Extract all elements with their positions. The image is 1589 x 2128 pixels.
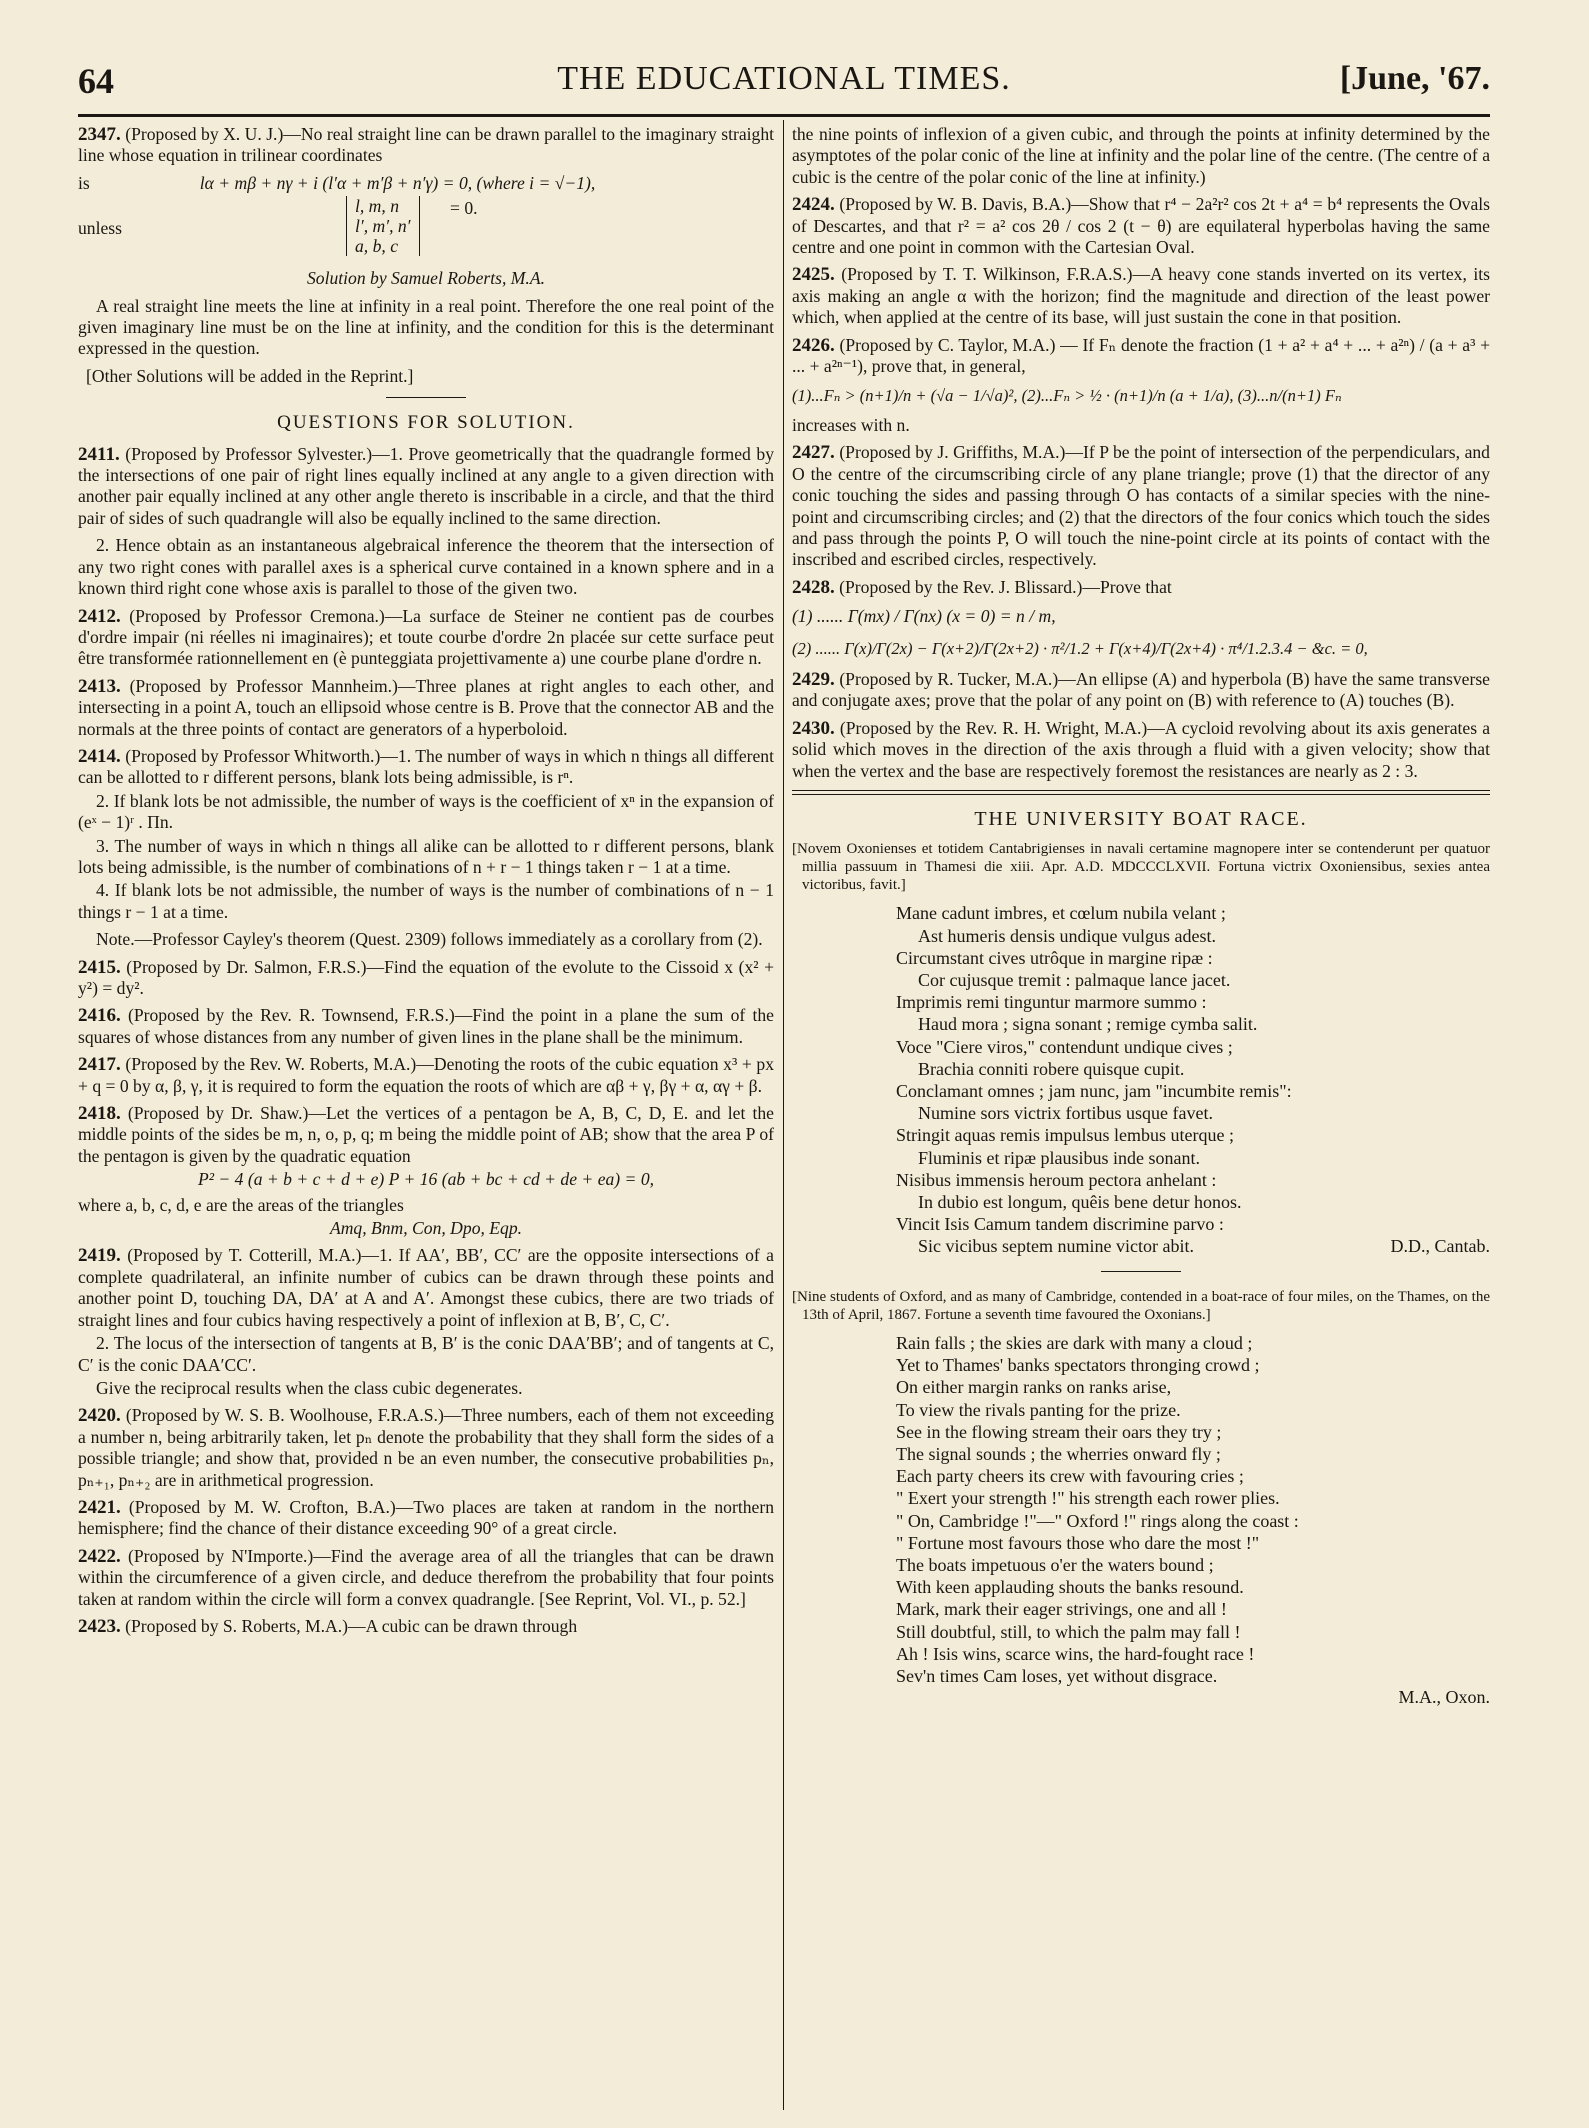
poem-line: Ast humeris densis undique vulgus adest. — [918, 925, 1216, 946]
boat-race-title: THE UNIVERSITY BOAT RACE. — [974, 807, 1308, 830]
page — [78, 58, 1490, 2098]
poem-line: Nisibus immensis heroum pectora anhelant : — [896, 1169, 1217, 1190]
left-column — [78, 124, 774, 1643]
question-2427: 2427. (Proposed by J. Griffiths, M.A.)—If P be the point of intersection of the perpendiculars, and O the centre of the circumscribing circle of any plane triangle; prove (1) that the director of any conic touching the sides and passing through O has contacts of a similar species with the nine-point and circumscribing circles; and (2) that the directors of the four conics which touch the sides and pass through the points P, O will touch the nine-point circle at its points of contact with the inscribed and escribed circles, respectively. — [792, 442, 1490, 570]
question-2424: 2424. (Proposed by W. B. Davis, B.A.)—Show that r⁴ − 2a²r² cos 2t + a⁴ = b⁴ represents the Ovals of Descartes, and that r² = a² cos 2θ / cos 2 (t − θ) are equilateral hyperbolas having the same centre and one point in common with the Cartesian Oval. — [792, 194, 1490, 258]
header-rule — [78, 114, 1490, 117]
question-2347: 2347. (Proposed by X. U. J.)—No real straight line can be drawn parallel to the imaginary straight line whose equation in trilinear coordinates — [78, 124, 775, 166]
question-2413: 2413. (Proposed by Professor Mannheim.)—Three planes at right angles to each other, and intersecting in a point A, touch an ellipsoid whose centre is B. Prove that the connector AB and the normals at the three points of contact are generators of a hyperboloid. — [78, 675, 774, 739]
section-title: QUESTIONS FOR SOLUTION. — [277, 412, 575, 434]
poem-line: Haud mora ; signa sonant ; remige cymba salit. — [918, 1014, 1258, 1035]
right-column — [792, 124, 1490, 1709]
poem-line: Brachia conniti robere quisque cupit. — [918, 1058, 1185, 1079]
triangles-where: where a, b, c, d, e are the areas of the triangles — [78, 1194, 404, 1215]
latin-signature: D.D., Cantab. — [1390, 1235, 1490, 1256]
question-2429: 2429. (Proposed by R. Tucker, M.A.)—An ellipse (A) and hyperbola (B) have the same transverse and conjugate axes; prove that the polar of any point on (B) with reference to (A) touches (B). — [792, 668, 1490, 711]
poem-line: In dubio est longum, quêis bene detur honos. — [918, 1192, 1242, 1213]
poem-line: Fluminis et ripæ plausibus inde sonant. — [918, 1147, 1200, 1168]
unless-label: unless — [78, 218, 122, 239]
poem-line: To view the rivals panting for the prize. — [896, 1399, 1181, 1420]
poem-line: Yet to Thames' banks spectators thronging crowd ; — [896, 1355, 1260, 1376]
poem-line: Imprimis remi tinguntur marmore summo : — [896, 992, 1207, 1013]
section-double-rule — [792, 790, 1490, 795]
question-2423: 2423. (Proposed by S. Roberts, M.A.)—A cubic can be drawn through — [78, 1615, 578, 1637]
question-2412: 2412. (Proposed by Professor Cremona.)—La surface de Steiner ne contient pas de courbes d'ordre impair (ni réelles ni imaginaires); et toute courbe d'ordre 2n placée sur cette surface peut être transformée rationnellement en (è punteggiata projettivamente a) une courbe plane d'ordre n. — [78, 605, 774, 669]
question-2347-equation-line: is lα + mβ + nγ + i (l′α + m′β + n′γ) = 0, (where i = √−1), — [78, 172, 596, 193]
poem-line: Mark, mark their eager strivings, one and all ! — [896, 1599, 1227, 1620]
poem-line: " Fortune most favours those who dare the most !" — [896, 1532, 1260, 1553]
question-2419-part-2: 2. The locus of the intersection of tangents at B, B′ is the conic DAA′BB′; and of tangents at C, C′ is the conic DAA′CC′. — [78, 1333, 774, 1375]
poem-line: With keen applauding shouts the banks resound. — [896, 1577, 1244, 1598]
issue-date: [June, '67. — [1339, 60, 1490, 97]
poem-divider — [1101, 1271, 1181, 1272]
poem-line: Circumstant cives utrôque in margine ripæ : — [896, 947, 1213, 968]
column-divider — [783, 120, 784, 2110]
question-2411: 2411. (Proposed by Professor Sylvester.)—1. Prove geometrically that the quadrangle formed by the intersections of one pair of right lines equally inclined at any angle to a given direction with another pair equally inclined at any other angle thereto is inscribable in a circle, and that the third pair of sides of such quadrangle will also be equally inclined to the same direction. — [78, 443, 774, 528]
english-signature: M.A., Oxon. — [1398, 1687, 1490, 1708]
question-2419-part-3: Give the reciprocal results when the class cubic degenerates. — [96, 1377, 523, 1398]
poem-line: Mane cadunt imbres, et cœlum nubila velant ; — [896, 903, 1226, 924]
question-2414-part-3: 3. The number of ways in which n things all alike can be allotted to r different persons, blank lots being admissible, is the number of combinations of n + r − 1 things taken r − 1 at a time. — [78, 835, 774, 877]
gamma-equation-1: (1) ...... Γ(mx) / Γ(nx) (x = 0) = n / m, — [792, 606, 1056, 627]
poem-line: Still doubtful, still, to which the palm may fall ! — [896, 1621, 1241, 1642]
determinant-rhs: = 0. — [450, 198, 478, 219]
question-2426-end: increases with n. — [792, 414, 910, 435]
question-2418: 2418. (Proposed by Dr. Shaw.)—Let the vertices of a pentagon be A, B, C, D, E. and let the middle points of the sides be m, n, o, p, q; m being the middle point of AB; show that the area P of the pentagon is given by the quadratic equation — [78, 1103, 774, 1166]
question-2416: 2416. (Proposed by the Rev. R. Townsend, F.R.S.)—Find the point in a plane the sum of the squares of whose distances from any number of given lines in the plane shall be the minimum. — [78, 1005, 774, 1047]
latin-introduction: [Novem Oxonienses et totidem Cantabrigienses in navali certamine magnopere inter se contenderunt per quatuor millia passuum in Thamesi die xiii. Apr. A.D. MDCCCLXVII. Fortuna victrix Oxoniensibus, sexies antea victoribus, favit.] — [792, 841, 1490, 894]
poem-line: Conclamant omnes ; jam nunc, jam "incumbite remis": — [896, 1081, 1292, 1101]
poem-line: Ah ! Isis wins, scarce wins, the hard-fought race ! — [896, 1643, 1255, 1664]
latin-poem — [896, 902, 1490, 1257]
question-2430: 2430. (Proposed by the Rev. R. H. Wright, M.A.)—A cycloid revolving about its axis generates a solid which moves in the direction of the axis through a fluid with a given velocity; show that when the vertex and the base are respectively foremost the resistances are nearly as 2 : 3. — [792, 717, 1490, 781]
question-2426: 2426. (Proposed by C. Taylor, M.A.) — If Fₙ denote the fraction (1 + a² + a⁴ + ... + a²ⁿ) / (a + a³ + ... + a²ⁿ⁻¹), prove that, in general, — [792, 334, 1490, 377]
poem-line: Stringit aquas remis impulsus lembus uterque ; — [896, 1125, 1234, 1146]
question-2414-part-4: 4. If blank lots be not admissible, the number of ways is the number of combinations of n − 1 things r − 1 at a time. — [78, 880, 774, 922]
question-2411-part-2: 2. Hence obtain as an instantaneous algebraical inference the theorem that the intersection of any two right cones with parallel axes is a spherical curve contained in a known sphere and in a known third right cone whose axis is parallel to those of the given two. — [78, 535, 774, 599]
determinant-block — [78, 196, 774, 262]
other-solutions-note: [Other Solutions will be added in the Reprint.] — [86, 365, 414, 386]
pentagon-equation: P² − 4 (a + b + c + d + e) P + 16 (ab + bc + cd + de + ea) = 0, — [197, 1169, 655, 1190]
page-header — [78, 58, 1490, 110]
english-introduction: [Nine students of Oxford, and as many of Cambridge, contended in a boat-race of four miles, on the Thames, on the 13th of April, 1867. Fortune a seventh time favoured the Oxonians.] — [792, 1289, 1490, 1324]
question-2420: 2420. (Proposed by W. S. B. Woolhouse, F.R.A.S.)—Three numbers, each of them not exceeding a number n, being arbitrarily taken, let pₙ denote the probability that they shall form the sides of a possible triangle; and show that, provided n be an even number, the consecutive probabilities pₙ, pₙ₊₁, pₙ₊₂ are in arithmetical progression. — [78, 1405, 774, 1490]
poem-line: Voce "Ciere viros," contendunt undique cives ; — [896, 1036, 1233, 1057]
question-2415: 2415. (Proposed by Dr. Salmon, F.R.S.)—Find the equation of the evolute to the Cissoid x (x² + y²) = dy². — [78, 956, 774, 998]
solution-body: A real straight line meets the line at infinity in a real point. Therefore the one real point of the given imaginary line must be on the line at infinity, and the condition for this is the determinant expressed in the question. — [78, 295, 774, 359]
poem-line: Rain falls ; the skies are dark with many a cloud ; — [896, 1333, 1253, 1354]
english-poem — [896, 1332, 1490, 1687]
poem-line: Sic vicibus septem numine victor abit. — [918, 1236, 1194, 1257]
question-2423-continued: the nine points of inflexion of a given cubic, and through the points at infinity determined by the asymptotes of the polar conic of the line at infinity and the polar line of the centre. (The centre of a cubic is the centre of the polar conic of the line at infinity.) — [792, 124, 1490, 187]
question-2421: 2421. (Proposed by M. W. Crofton, B.A.)—Two places are taken at random in the northern hemisphere; find the chance of their distance exceeding 90° of a great circle. — [78, 1496, 774, 1539]
poem-line: " Exert your strength !" his strength each rower plies. — [896, 1488, 1280, 1509]
question-2428: 2428. (Proposed by the Rev. J. Blissard.)—Prove that — [792, 576, 1172, 598]
poem-line: The boats impetuous o'er the waters bound ; — [896, 1555, 1214, 1576]
question-2414-part-2: 2. If blank lots be not admissible, the number of ways is the coefficient of xⁿ in the expansion of (eˣ − 1)ʳ . Πn. — [78, 790, 774, 833]
question-2426-inequalities: (1)...Fₙ > (n+1)/n + (√a − 1/√a)², (2)...Fₙ > ½ · (n+1)/n (a + 1/a), (3)...n/(n+1) Fₙ — [792, 386, 1342, 406]
poem-line: See in the flowing stream their oars they try ; — [896, 1421, 1222, 1442]
question-2419: 2419. (Proposed by T. Cotterill, M.A.)—1. If AA′, BB′, CC′ are the opposite intersections of a complete quadrilateral, an infinite number of cubics can be drawn through these points and another point D, touching DA, DA′ at A and A′. Amongst these cubics, there are two triads of straight lines and four cubics having respectively a point of inflexion at B, B′, C, C′. — [78, 1245, 774, 1330]
poem-line: Sev'n times Cam loses, yet without disgrace. — [896, 1666, 1218, 1687]
section-rule — [386, 397, 466, 398]
poem-line: Vincit Isis Camum tandem discrimine parvo : — [896, 1214, 1224, 1235]
poem-line: Numine sors victrix fortibus usque favet. — [918, 1103, 1213, 1124]
poem-line: " On, Cambridge !"—" Oxford !" rings along the coast : — [896, 1510, 1299, 1531]
question-2417: 2417. (Proposed by the Rev. W. Roberts, M.A.)—Denoting the roots of the cubic equation x³ + px + q = 0 by α, β, γ, it is required to form the equation the roots of which are αβ + γ, βγ + α, αγ + β. — [78, 1054, 774, 1096]
solution-credit: Solution by Samuel Roberts, M.A. — [307, 268, 545, 289]
poem-line: The signal sounds ; the wherries onward fly ; — [896, 1444, 1221, 1465]
question-2414: 2414. (Proposed by Professor Whitworth.)—1. The number of ways in which n things all different can be allotted to r different persons, blank lots being admissible, is rⁿ. — [78, 745, 774, 788]
triangles-list: Amq, Bnm, Con, Dpo, Eqp. — [329, 1218, 523, 1239]
journal-title: THE EDUCATIONAL TIMES. — [557, 60, 1011, 97]
determinant: l, m, n l′, m′, n′ a, b, c — [346, 196, 420, 256]
page-number: 64 — [78, 61, 114, 101]
question-2425: 2425. (Proposed by T. T. Wilkinson, F.R.A.S.)—A heavy cone stands inverted on its vertex, its axis making an angle α with the horizon; find the magnitude and direction of the least power which, when applied at the centre of its base, will just sustain the cone in that position. — [792, 264, 1490, 328]
poem-line: Each party cheers its crew with favouring cries ; — [896, 1466, 1244, 1487]
poem-line: Cor cujusque tremit : palmaque lance jacet. — [918, 969, 1231, 990]
gamma-equation-2: (2) ...... Γ(x)/Γ(2x) − Γ(x+2)/Γ(2x+2) · π²/1.2 + Γ(x+4)/Γ(2x+4) · π⁴/1.2.3.4 − &c. = 0, — [792, 638, 1368, 658]
poem-line: On either margin ranks on ranks arise, — [896, 1377, 1172, 1398]
question-2414-note: Note.—Professor Cayley's theorem (Quest. 2309) follows immediately as a corollary from (2). — [96, 929, 763, 950]
question-2422: 2422. (Proposed by N'Importe.)—Find the average area of all the triangles that can be drawn within the circumference of a given circle, and deduce therefrom the probability that four points taken at random within the circle will form a convex quadrangle. [See Reprint, Vol. VI., p. 52.] — [78, 1545, 774, 1609]
